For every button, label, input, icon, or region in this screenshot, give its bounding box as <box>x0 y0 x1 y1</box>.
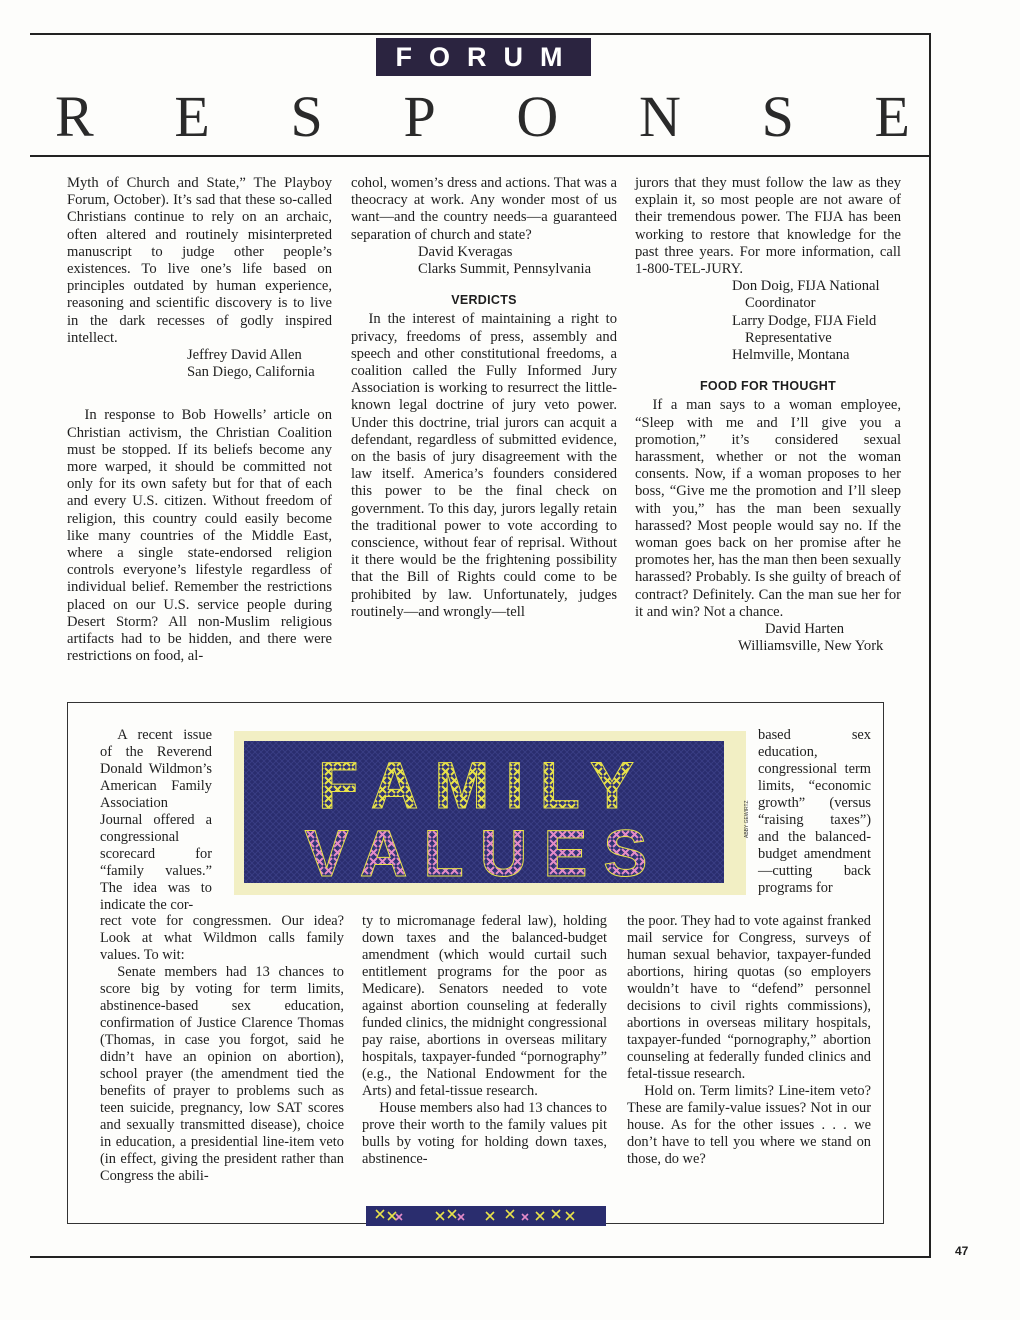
title-letter: E <box>874 84 910 149</box>
signature-name: David Harten <box>765 621 845 638</box>
sidebar-paragraph: Senate members had 13 chances to score big by voting for term limits, abstinence-based sex education, confirmation of Justice Clarence Thomas (Thomas, in case you forgot, said he didn’t have an opinion on abortion), school prayer (the amendment tied the benefits of prayer to problems such as teen suicide, pregnancy, low SAT scores and sexually transmitted disease), choice in education, a presidential line-item veto (in effect, giving the president rather than Congress the abili- <box>100 964 344 1184</box>
right-margin-rule <box>929 33 931 1258</box>
forum-label: FORUM <box>376 38 591 76</box>
sidebar-paragraph: A recent issue of the Reverend Donald Wildmon’s American Family Association Journal offered a congressional scorecard for “family values.” The idea was to indicate the cor- <box>100 727 212 913</box>
signature-title: Coordinator <box>745 295 816 312</box>
signature-title: Representative <box>745 329 832 346</box>
page-number: 47 <box>955 1244 969 1258</box>
signature-name: Jeffrey David Allen <box>187 347 302 364</box>
sidebar-intro-left <box>100 727 212 914</box>
title-letter: S <box>290 84 323 149</box>
response-title <box>55 82 910 152</box>
sidebar-column-3 <box>627 913 871 1168</box>
sidebar-paragraph: rect vote for congressmen. Our idea? Look at what Wildmon calls family values. To wit: <box>100 913 344 963</box>
letters-column-3 <box>635 175 901 655</box>
sidebar-paragraph: based sex education, congressional term limits, “economic growth” (versus “raising taxes”) and the balanced-budget amendment—cutting back programs for <box>758 727 871 896</box>
title-letter: R <box>55 84 94 149</box>
title-letter: E <box>174 84 210 149</box>
letters-column-2 <box>351 175 617 621</box>
signature-place: San Diego, California <box>187 364 315 381</box>
letter-paragraph: If a man says to a woman employee, “Sleep with me and I’ll give you a promotion,” it’s considered sexual harassment, whether or not the woman consents. Now, if a woman proposes to her boss, “Give me the promotion and I’ll sleep with you,” has the man been sexually harassed? Most people would say no. If the woman goes back on her promise after he promotes her, has the man then been sexually harassed? Probably. Is she guilty of breach of contract? Definitely. Can the man sue her for it and win? Not a chance. <box>635 397 901 620</box>
image-text-values: VALUES <box>304 816 664 890</box>
letter-paragraph: In response to Bob Howells’ article on Christian activism, the Christian Coalition must be stopped. If its beliefs become any more warped, it should be committed not only for its own safety but for that of each and every U.S. citizen. Without freedom of religion, this country could easily become like many countries of the Middle East, where a single state-endorsed religion controls everyone’s lifestyle regardless of individual belief. Remember the restrictions placed on our U.S. service people during Desert Storm? All non-Muslim religious artifacts had to be hidden, and there were restrictions on food, al- <box>67 407 332 665</box>
letter-paragraph: In the interest of maintaining a right to privacy, freedoms of press, assembly and speech and other constitutional freedoms, a coalition called the Fully Informed Jury Association is working to resurrect the little-known legal doctrine of jury veto power. Under this doctrine, trial jurors can acquit a defendant, regardless of submitted evidence, on the basis of jury disagreement with the law itself. America’s founders considered this power to be the final check on government. To this day, jurors legally retain the traditional power to vote according to conscience, without fear of reprisal. Without it there would be the frightening possibility that the Bill of Rights could come to be prohibited by law. Unfortunately, judges routinely—and wrongly—tell <box>351 311 617 620</box>
letter-paragraph: cohol, women’s dress and actions. That was a theocracy at work. Any wonder most of us want—and the country needs—a guaranteed separation of church and state? <box>351 175 618 243</box>
signature-name: David Kveragas <box>418 243 513 260</box>
family-values-illustration <box>234 731 746 895</box>
sidebar-column-2 <box>362 913 607 1168</box>
letter-paragraph: Myth of Church and State,” The Playboy Forum, October). It’s sad that these so-called Christians continue to rely on an archaic, often altered and routinely misinterpreted manuscript to judge other people’s existences. To live one’s life based on principles outdated by human experience, reasoning and scientific discovery is to live in the dark recesses of godly inspired intellect. <box>67 175 332 346</box>
cross-stitch-strip-graphic <box>366 1206 606 1226</box>
section-heading-food-for-thought: FOOD FOR THOUGHT <box>699 379 837 394</box>
signature-place: Williamsville, New York <box>738 638 884 655</box>
sidebar-paragraph: the poor. They had to vote against franked mail service for Congress, surveys of human sexual behavior, taxpayer-funded abortions, hiring quotas (so employers wouldn’t have to “defend” personnel decisions to civil rights commissions), abortions in overseas military hospitals, taxpayer-funded “pornography,” abortion counseling at federally funded clinics and fetal-tissue research. <box>627 913 871 1082</box>
sidebar-paragraph: House members also had 13 chances to prove their worth to the family values pit bulls by voting for holding down taxes, abstinence- <box>362 1100 607 1167</box>
signature-place: Helmville, Montana <box>732 347 850 364</box>
sidebar-paragraph: Hold on. Term limits? Line-item veto? These are family-value issues? Not in our house. As for the other issues . . . we don’t have to tell you where we stand on those, do we? <box>627 1083 871 1167</box>
top-rule <box>30 33 930 35</box>
title-letter: P <box>403 84 436 149</box>
letters-column-1 <box>67 175 332 665</box>
bottom-rule <box>30 1256 930 1258</box>
letter-paragraph: jurors that they must follow the law as they explain it, so most people are not aware of their tremendous power. The FIJA has been working to restore that knowledge for the past three years. For more information, call 1-800-TEL-JURY. <box>635 175 901 278</box>
sidebar-column-1 <box>100 913 344 1185</box>
sidebar-paragraph: ty to micromanage federal law), holding down taxes and the balanced-budget amendment (which would curtail such entitlement programs for the poor as Medicare). Senators needed to vote against abortion counseling at federally funded clinics, the midnight congressional pay raise, abortions in overseas military hospitals, taxpayer-funded “pornography” (e.g., the National Endowment for the Arts) and fetal-tissue research. <box>362 913 607 1099</box>
signature-name: Don Doig, FIJA National <box>732 278 880 295</box>
cross-stitch-graphic <box>234 731 746 895</box>
sidebar-intro-right <box>758 727 871 897</box>
title-letter: O <box>516 84 559 149</box>
title-letter: N <box>638 84 681 149</box>
header-bottom-rule <box>30 155 930 157</box>
signature-place: Clarks Summit, Pennsylvania <box>418 261 592 278</box>
cross-stitch-strip <box>366 1206 606 1226</box>
title-letter: S <box>761 84 794 149</box>
section-heading-verdicts: VERDICTS <box>451 293 517 308</box>
image-text-family: FAMILY <box>318 748 650 822</box>
image-credit: ABBY GEWIRTZ <box>744 800 750 838</box>
signature-name: Larry Dodge, FIJA Field <box>732 312 877 329</box>
